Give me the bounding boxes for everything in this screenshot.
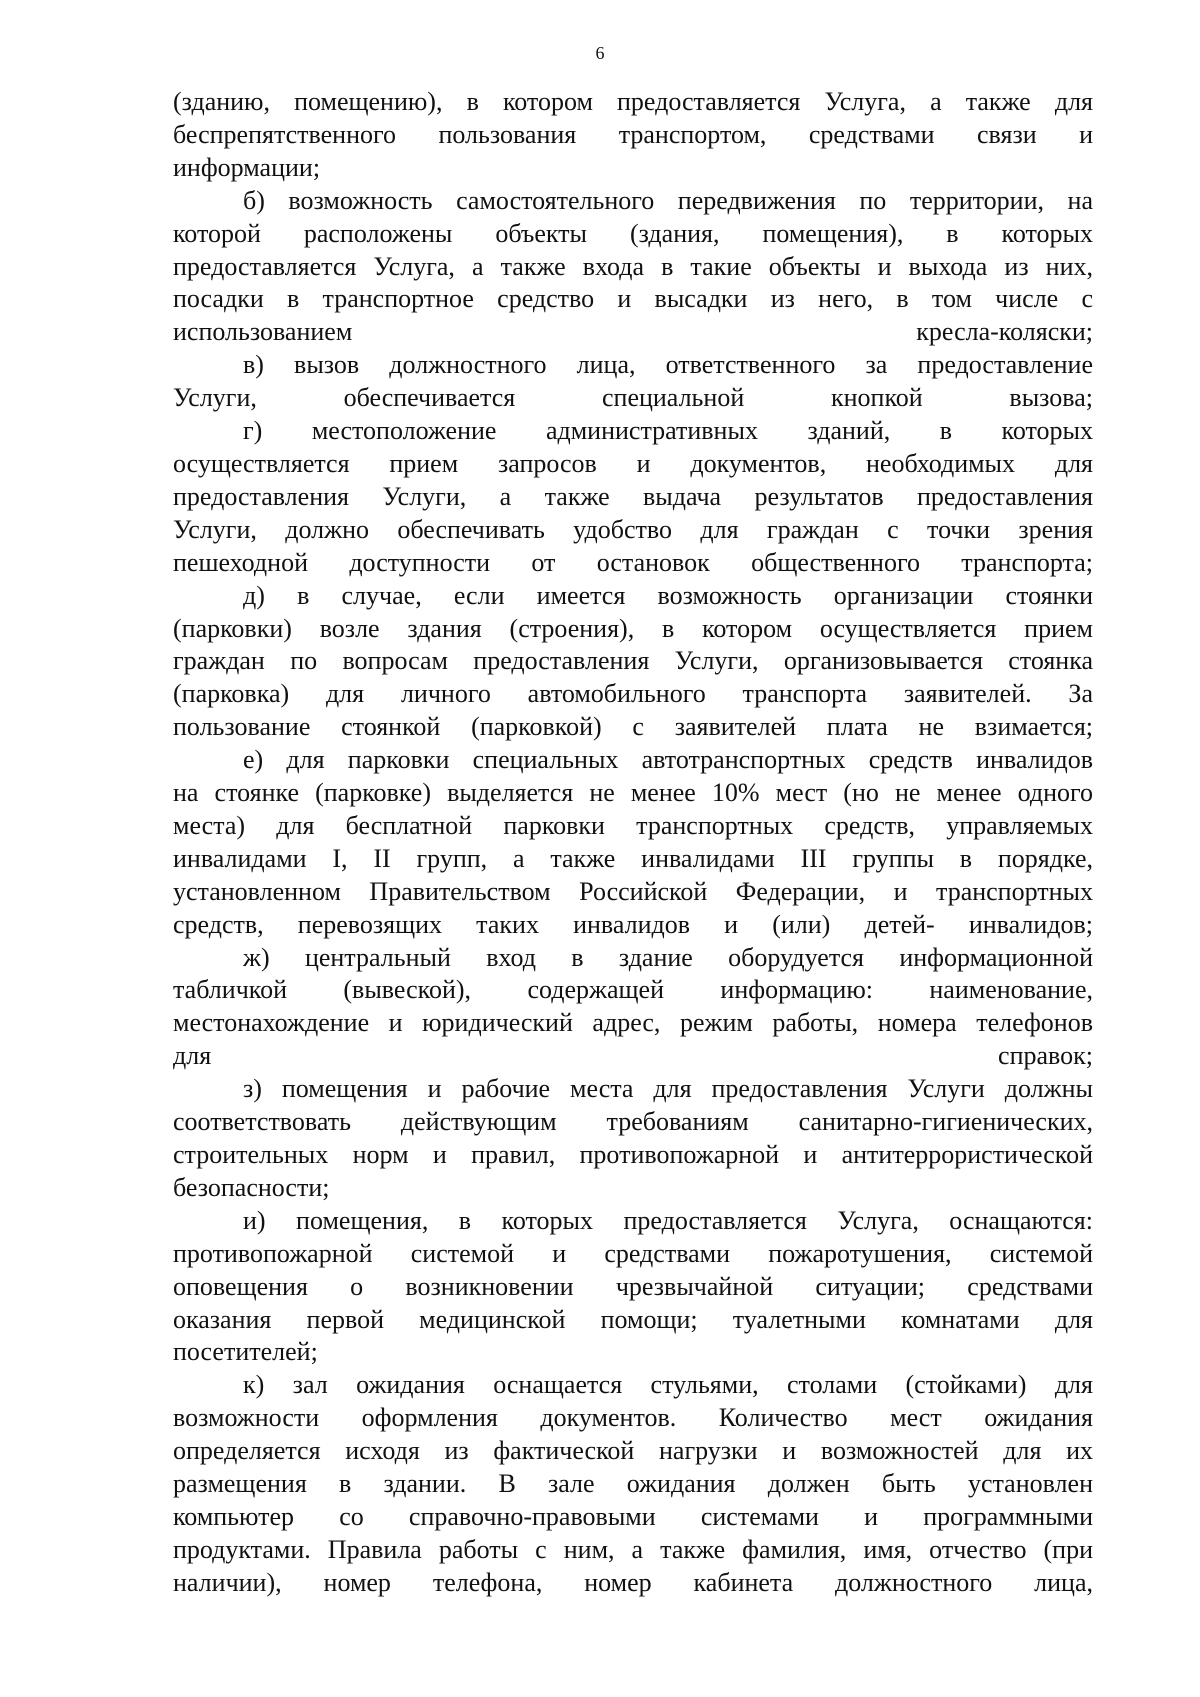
page-number: 6	[595, 43, 605, 63]
document-body	[173, 86, 1093, 1600]
paragraph-g: г) местоположение административных зданий, в которых осуществляется прием запросов и документов, необходимых для предоставления Услуги, а также выдача результатов предоставления Услуги, должно обеспечивать удобство для граждан с точки зрения пешеходной доступности от остановок общественного транспорта;	[173, 416, 1093, 577]
paragraph-e: е) для парковки специальных автотранспортных средств инвалидов на стоянке (парковке) выделяется не менее 10% мест (но не менее одного места) для бесплатной парковки транспортных средств, управляемых инвалидами I, II групп, а также инвалидами III группы в порядке, установленном Правительством Российской Федерации, и транспортных средств, перевозящих таких инвалидов и (или) детей- инвалидов;	[173, 745, 1093, 939]
paragraph-z: з) помещения и рабочие места для предоставления Услуги должны соответствовать действующим требованиям санитарно-гигиенических, строительных норм и правил, противопожарной и антитеррористической безопасности;	[173, 1074, 1093, 1202]
paragraph-d: д) в случае, если имеется возможность организации стоянки (парковки) возле здания (строения), в котором осуществляется прием граждан по вопросам предоставления Услуги, организовывается стоянка (парковка) для личного автомобильного транспорта заявителей. За пользование стоянкой (парковкой) с заявителей плата не взимается;	[173, 580, 1093, 742]
paragraph-i: и) помещения, в которых предоставляется Услуга, оснащаются: противопожарной системой и средствами пожаротушения, системой оповещения о возникновении чрезвычайной ситуации; средствами оказания первой медицинской помощи; туалетными комнатами для посетителей;	[173, 1205, 1093, 1367]
paragraph-v: в) вызов должностного лица, ответственного за предоставление Услуги, обеспечивается специальной кнопкой вызова;	[173, 350, 1093, 413]
paragraph-continuation: (зданию, помещению), в котором предоставляется Услуга, а также для беспрепятственного пользования транспортом, средствами связи и информации;	[173, 87, 1093, 182]
paragraph-zh: ж) центральный вход в здание оборудуется информационной табличкой (вывеской), содержащей информацию: наименование, местонахождение и юридический адрес, режим работы, номера телефонов для справок;	[173, 942, 1093, 1071]
paragraph-k: к) зал ожидания оснащается стульями, столами (стойками) для возможности оформления документов. Количество мест ожидания определяется исходя из фактической нагрузки и возможностей для их размещения в здании. В зале ожидания должен быть установлен компьютер со справочно-правовыми системами и программными продуктами. Правила работы с ним, а также фамилия, имя, отчество (при наличии), номер телефона, номер кабинета должностного лица,	[173, 1370, 1093, 1597]
paragraph-b: б) возможность самостоятельного передвижения по территории, на которой расположены объекты (здания, помещения), в которых предоставляется Услуга, а также входа в такие объекты и выхода из них, посадки в транспортное средство и высадки из него, в том числе с использованием кресла-коляски;	[173, 185, 1093, 347]
